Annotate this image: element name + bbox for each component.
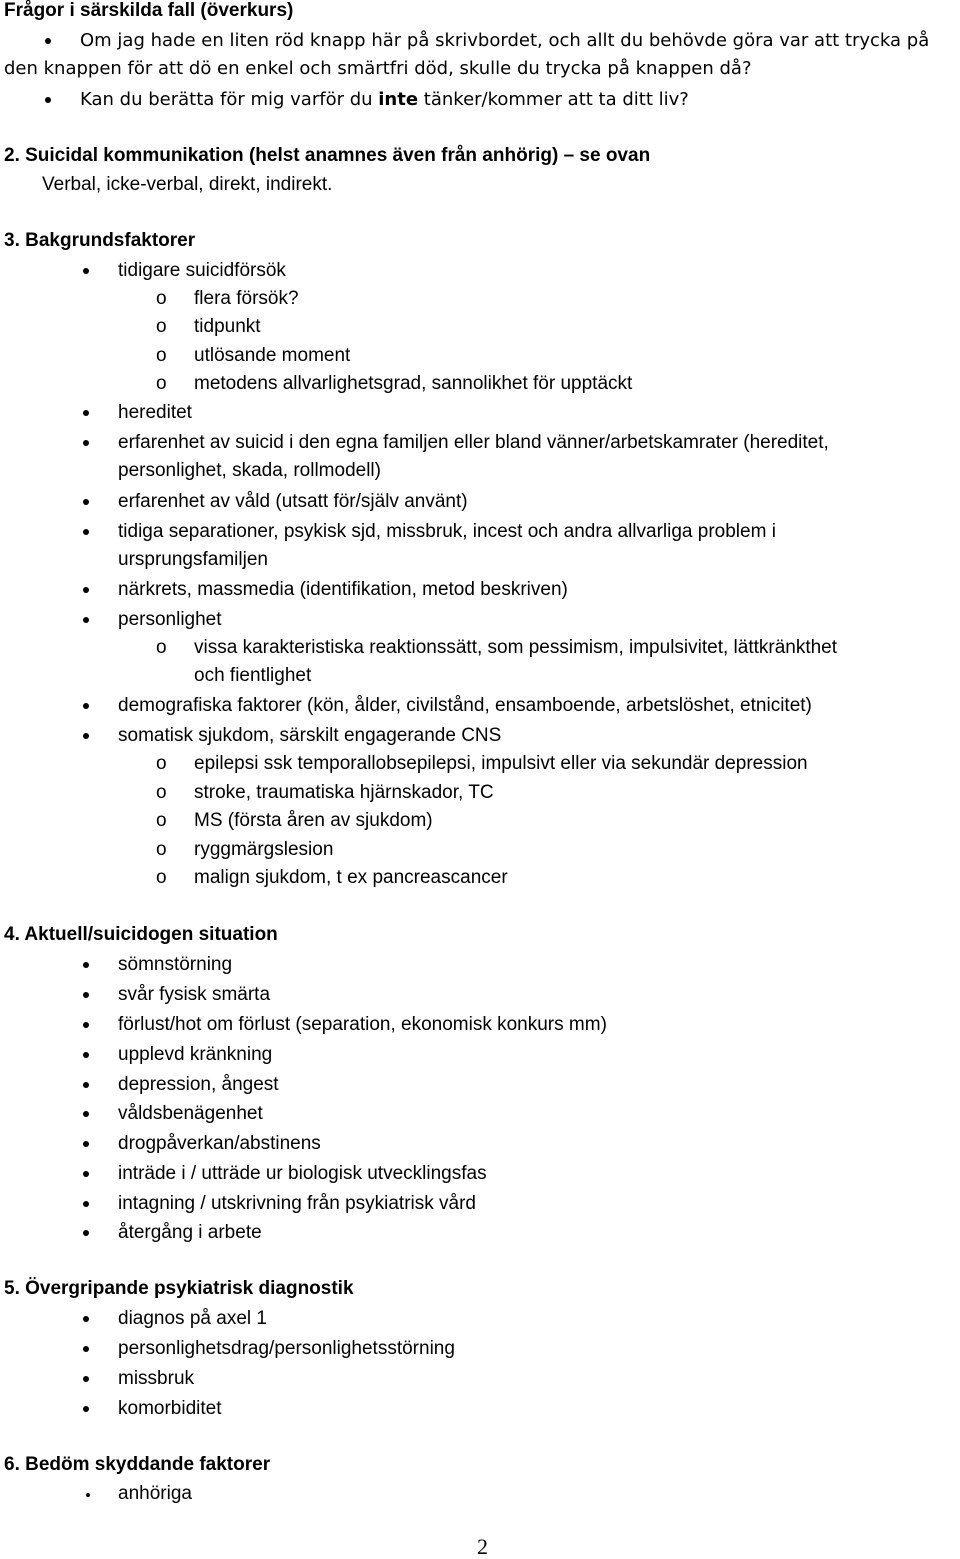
- list-item: upplevd kränkning: [118, 1044, 273, 1065]
- bullet: [83, 587, 89, 593]
- list-item: hereditet: [118, 402, 192, 423]
- bullet: [83, 499, 89, 505]
- list-item-continued: ursprungsfamiljen: [118, 549, 268, 570]
- section-2-text: Verbal, icke-verbal, direkt, indirekt.: [42, 174, 333, 195]
- question-2: [80, 89, 689, 111]
- bullet: [83, 440, 89, 446]
- bullet: [83, 617, 89, 623]
- bullet: [45, 38, 51, 44]
- sub-bullet-marker: o: [156, 867, 167, 888]
- sub-list-item: metodens allvarlighetsgrad, sannolikhet för upptäckt: [194, 373, 633, 394]
- sub-bullet-marker: o: [156, 288, 167, 309]
- section-6-heading: 6. Bedöm skyddande faktorer: [4, 1454, 271, 1475]
- list-item: återgång i arbete: [118, 1222, 262, 1243]
- question-2-before: Kan du berätta för mig varför du: [80, 89, 379, 110]
- bullet: [83, 1230, 89, 1236]
- sub-bullet-marker: o: [156, 839, 167, 860]
- bullet: [83, 1346, 89, 1352]
- bullet: [83, 1171, 89, 1177]
- list-item: personlighetsdrag/personlighetsstörning: [118, 1338, 455, 1359]
- sub-list-item-continued: och fientlighet: [194, 665, 312, 686]
- sub-list-item: MS (första åren av sjukdom): [194, 810, 433, 831]
- list-item: depression, ångest: [118, 1074, 279, 1095]
- list-item: tidiga separationer, psykisk sjd, missbruk, incest och andra allvarliga problem i: [118, 521, 776, 542]
- bullet: [83, 733, 89, 739]
- bullet: [83, 268, 89, 274]
- list-item: närkrets, massmedia (identifikation, metod beskriven): [118, 579, 568, 600]
- list-item: svår fysisk smärta: [118, 984, 271, 1005]
- special-heading: Frågor i särskilda fall (överkurs): [4, 0, 294, 21]
- bullet: [86, 1493, 90, 1497]
- section-3-heading: 3. Bakgrundsfaktorer: [4, 230, 196, 251]
- bullet: [83, 962, 89, 968]
- list-item: våldsbenägenhet: [118, 1103, 263, 1124]
- list-item: förlust/hot om förlust (separation, ekonomisk konkurs mm): [118, 1014, 607, 1035]
- list-item: demografiska faktorer (kön, ålder, civilstånd, ensamboende, arbetslöshet, etnicitet): [118, 695, 812, 716]
- sub-list-item: ryggmärgslesion: [194, 839, 334, 860]
- list-item: drogpåverkan/abstinens: [118, 1133, 321, 1154]
- list-item: erfarenhet av våld (utsatt för/själv använt): [118, 491, 468, 512]
- bullet: [83, 703, 89, 709]
- bullet: [45, 97, 51, 103]
- bullet: [83, 529, 89, 535]
- bullet: [83, 1201, 89, 1207]
- sub-bullet-marker: o: [156, 753, 167, 774]
- question-2-after: tänker/kommer att ta ditt liv?: [418, 89, 689, 110]
- page-number: 2: [477, 1534, 488, 1559]
- list-item-continued: personlighet, skada, rollmodell): [118, 460, 381, 481]
- bullet: [83, 410, 89, 416]
- question-1-line-2: den knappen för att dö en enkel och smärtfri död, skulle du trycka på knappen då?: [4, 58, 752, 79]
- question-1-line-1: Om jag hade en liten röd knapp här på skrivbordet, och allt du behövde göra var att trycka på: [80, 30, 930, 51]
- section-2-heading: 2. Suicidal kommunikation (helst anamnes även från anhörig) – se ovan: [4, 145, 651, 166]
- list-item: somatisk sjukdom, särskilt engagerande CNS: [118, 725, 502, 746]
- sub-bullet-marker: o: [156, 316, 167, 337]
- section-4-heading: 4. Aktuell/suicidogen situation: [4, 924, 278, 945]
- sub-bullet-marker: o: [156, 345, 167, 366]
- list-item: anhöriga: [118, 1483, 192, 1504]
- list-item: sömnstörning: [118, 954, 233, 975]
- sub-bullet-marker: o: [156, 373, 167, 394]
- sub-list-item: stroke, traumatiska hjärnskador, TC: [194, 782, 494, 803]
- section-5-heading: 5. Övergripande psykiatrisk diagnostik: [4, 1278, 354, 1299]
- sub-bullet-marker: o: [156, 810, 167, 831]
- question-2-emphasis: inte: [378, 89, 419, 110]
- sub-list-item: flera försök?: [194, 288, 299, 309]
- list-item: missbruk: [118, 1368, 195, 1389]
- list-item: personlighet: [118, 609, 222, 630]
- list-item: erfarenhet av suicid i den egna familjen eller bland vänner/arbetskamrater (hereditet,: [118, 432, 829, 453]
- bullet: [83, 1052, 89, 1058]
- sub-list-item: malign sjukdom, t ex pancreascancer: [194, 867, 508, 888]
- sub-bullet-marker: o: [156, 782, 167, 803]
- sub-list-item: epilepsi ssk temporallobsepilepsi, impulsivt eller via sekundär depression: [194, 753, 808, 774]
- sub-bullet-marker: o: [156, 637, 167, 658]
- sub-list-item: vissa karakteristiska reaktionssätt, som pessimism, impulsivitet, lättkränkthet: [194, 637, 838, 658]
- sub-list-item: tidpunkt: [194, 316, 261, 337]
- list-item: intagning / utskrivning från psykiatrisk vård: [118, 1193, 476, 1214]
- list-item: komorbiditet: [118, 1398, 222, 1419]
- bullet: [83, 992, 89, 998]
- bullet: [83, 1376, 89, 1382]
- bullet: [83, 1141, 89, 1147]
- bullet: [83, 1082, 89, 1088]
- list-item: diagnos på axel 1: [118, 1308, 267, 1329]
- bullet: [83, 1316, 89, 1322]
- list-item: tidigare suicidförsök: [118, 260, 286, 281]
- bullet: [83, 1111, 89, 1117]
- list-item: inträde i / utträde ur biologisk utvecklingsfas: [118, 1163, 487, 1184]
- sub-list-item: utlösande moment: [194, 345, 351, 366]
- bullet: [83, 1022, 89, 1028]
- bullet: [83, 1406, 89, 1412]
